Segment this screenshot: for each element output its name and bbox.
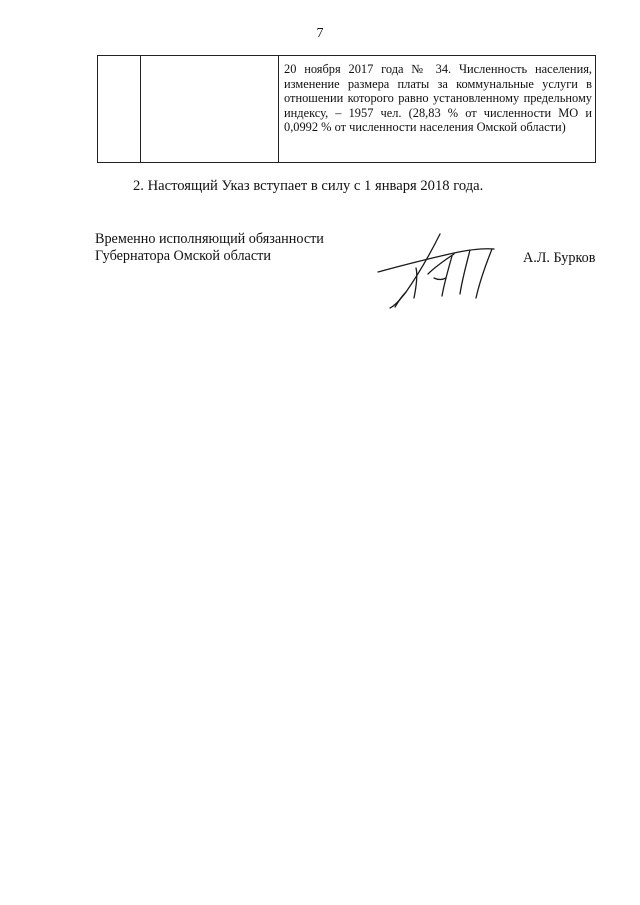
continuation-table: [97, 55, 596, 163]
handwritten-signature: [372, 232, 522, 312]
table-row: [98, 56, 596, 163]
table-cell-number: [98, 56, 141, 163]
signatory-name: А.Л. Бурков: [523, 250, 596, 266]
page-number: 7: [316, 26, 324, 41]
table-cell-municipality: [141, 56, 279, 163]
signatory-position-line-2: Губернатора Омской области: [95, 248, 271, 264]
signatory-position-line-1: Временно исполняющий обязанности: [95, 231, 324, 247]
signatory-position: [95, 231, 324, 265]
paragraph-effective-date: 2. Настоящий Указ вступает в силу с 1 января 2018 года.: [133, 178, 484, 194]
table-cell-description: 20 ноября 2017 года № 34. Численность населения, изменение размера платы за коммунальные услуги в отношении которого равно установленному предельному индексу, – 1957 чел. (28,83 % от численности МО и 0,0992 % от численности населения Омской области): [279, 56, 596, 163]
